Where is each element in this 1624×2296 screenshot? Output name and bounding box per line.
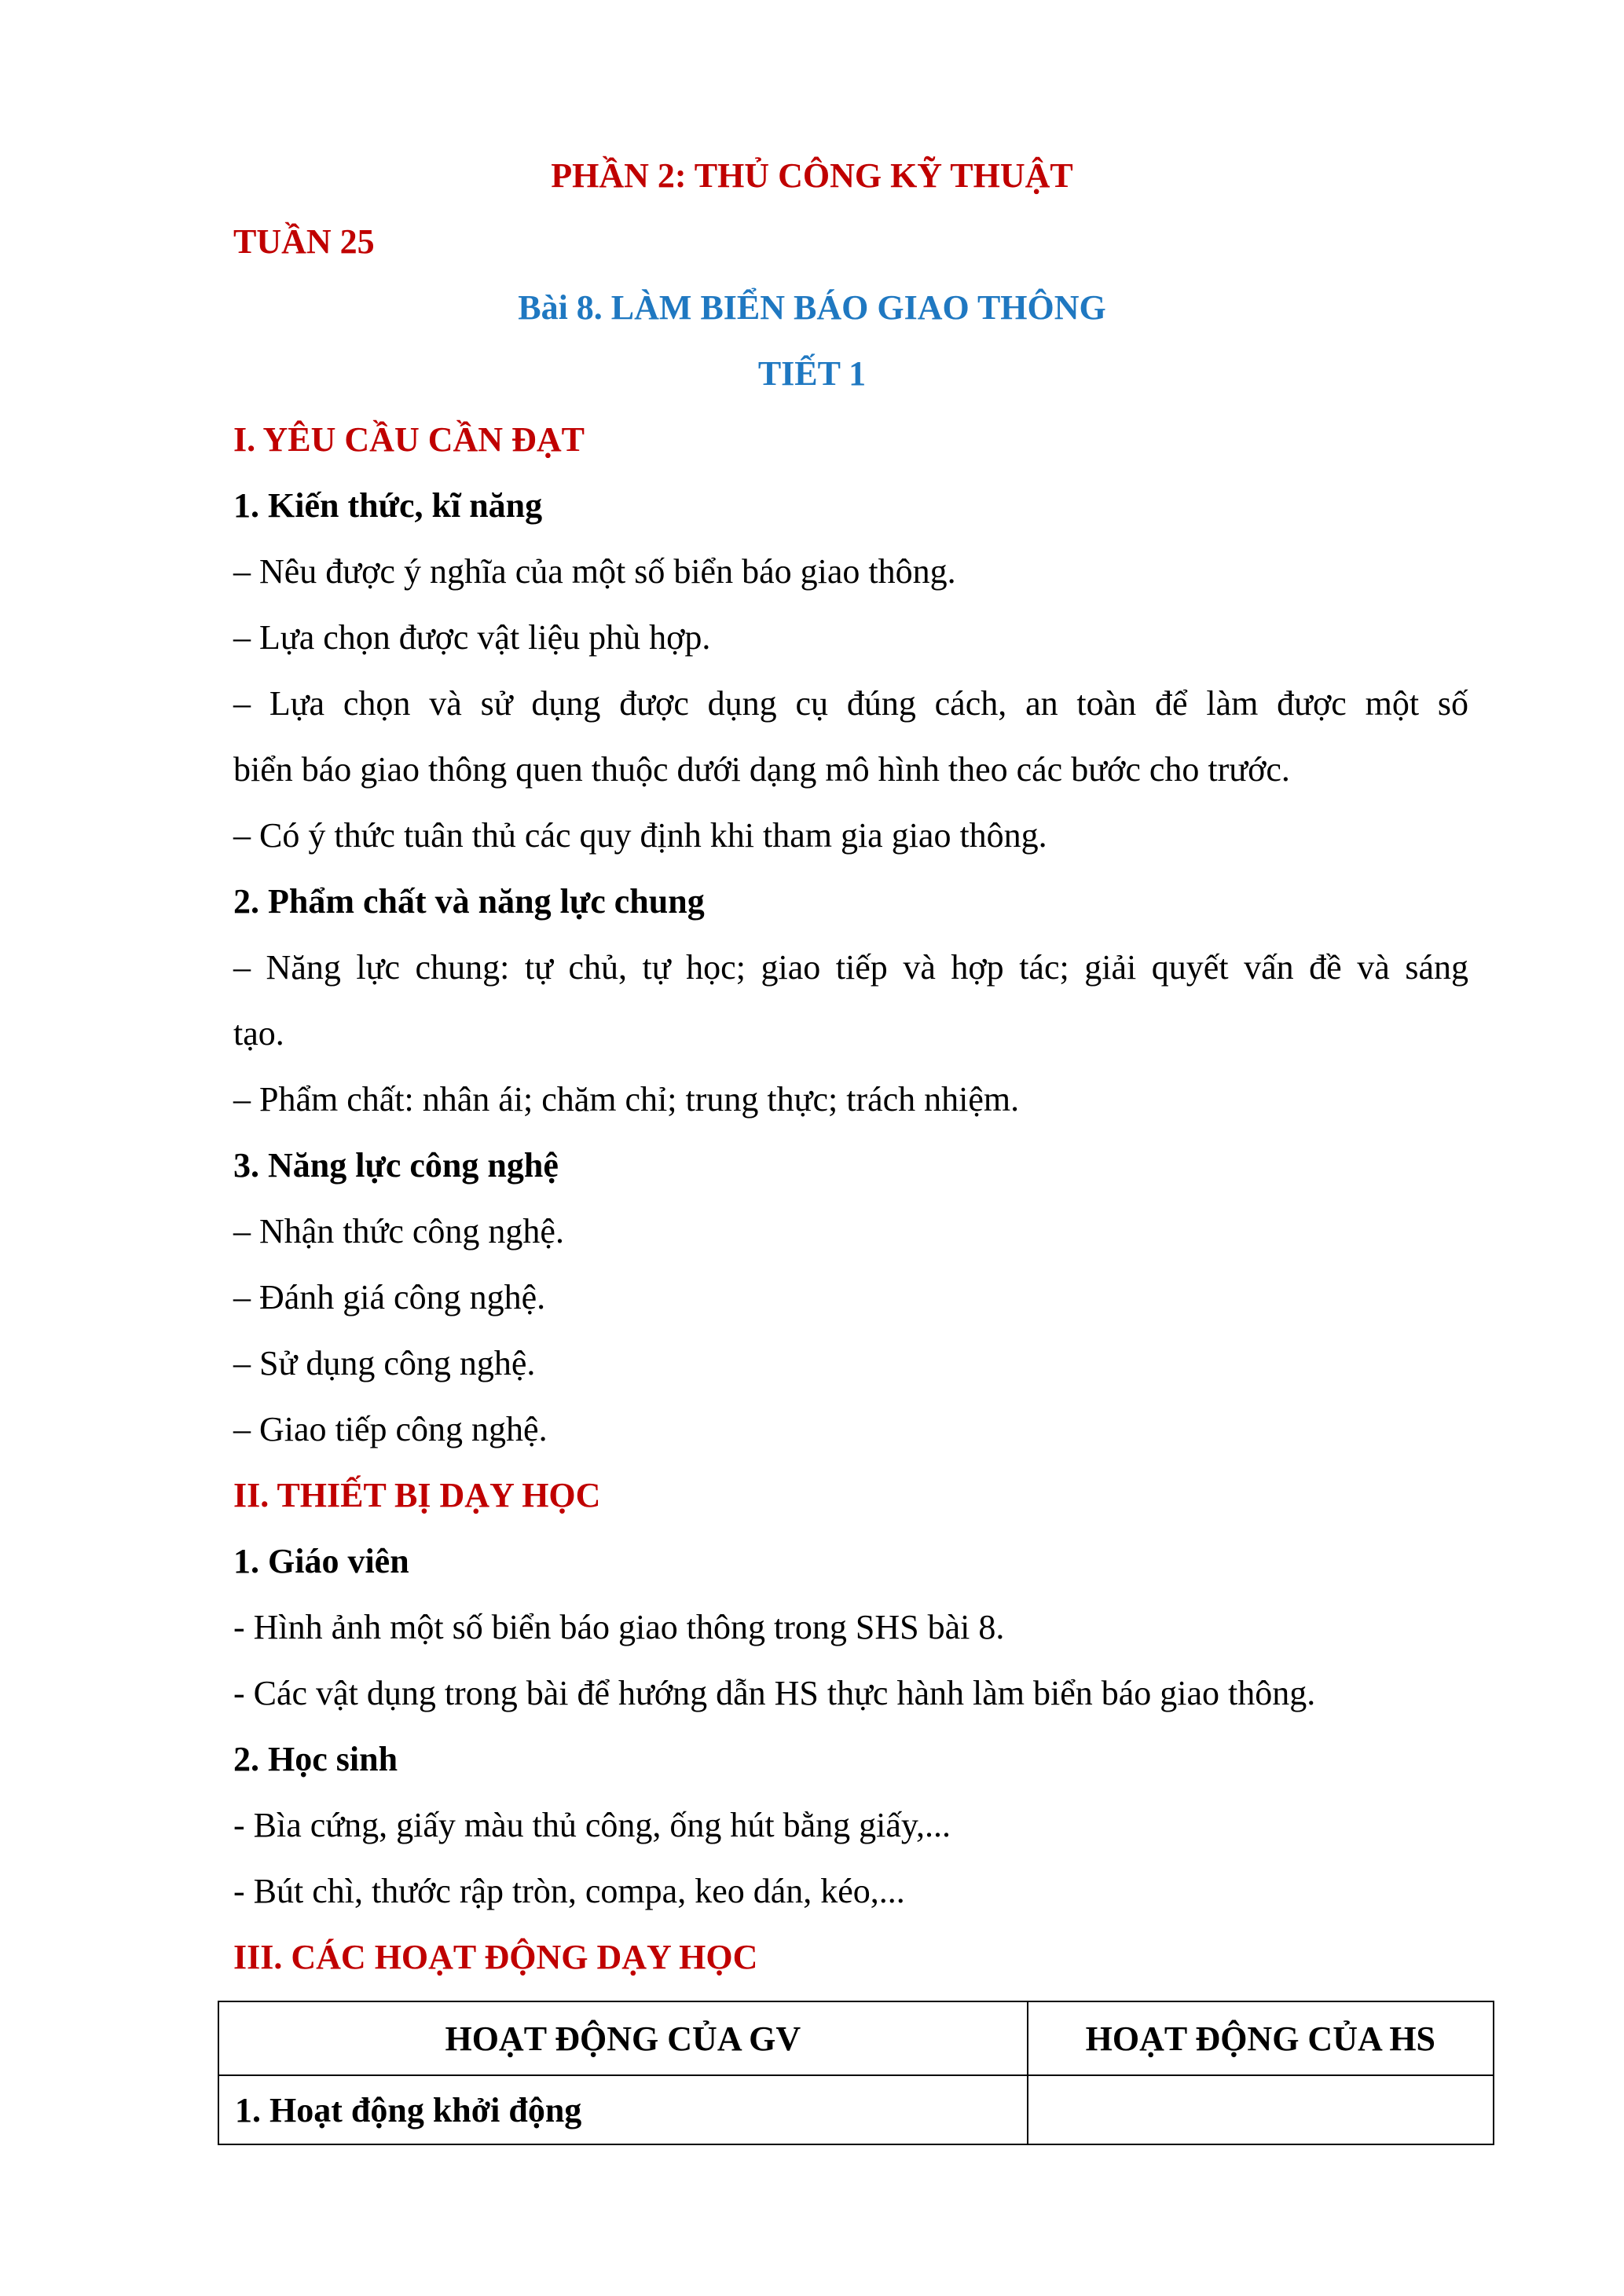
table-header-teacher: HOẠT ĐỘNG CỦA GV [218, 2001, 1028, 2075]
lesson-title: Bài 8. LÀM BIỂN BÁO GIAO THÔNG [518, 288, 1106, 327]
section3-heading: III. CÁC HOẠT ĐỘNG DẠY HỌC [233, 1938, 758, 1976]
period-label: TIẾT 1 [757, 354, 867, 393]
list-item: - Bìa cứng, giấy màu thủ công, ống hút bằng giấy,... [233, 1806, 951, 1844]
list-item: – Nhận thức công nghệ. [233, 1212, 564, 1251]
week-label: TUẦN 25 [233, 222, 375, 261]
table-row [218, 2075, 1494, 2144]
list-item: – Sử dụng công nghệ. [233, 1344, 536, 1382]
list-item: - Bút chì, thước rập tròn, compa, keo dán, kéo,... [233, 1872, 905, 1910]
list-item: – Năng lực chung: tự chủ, tự học; giao tiếp và hợp tác; giải quyết vấn đề và sáng [233, 948, 1468, 987]
section2-student-heading: 2. Học sinh [233, 1740, 398, 1778]
list-item: – Phẩm chất: nhân ái; chăm chỉ; trung thực; trách nhiệm. [233, 1080, 1020, 1119]
part-title: PHẦN 2: THỦ CÔNG KỸ THUẬT [551, 156, 1073, 195]
section1-heading: I. YÊU CẦU CẦN ĐẠT [233, 420, 585, 459]
list-item: - Các vật dụng trong bài để hướng dẫn HS thực hành làm biển báo giao thông. [233, 1674, 1316, 1712]
list-item: – Lựa chọn và sử dụng được dụng cụ đúng cách, an toàn để làm được một số [233, 684, 1468, 723]
section1-sub2-heading: 2. Phẩm chất và năng lực chung [233, 882, 705, 921]
list-item: - Hình ảnh một số biển báo giao thông trong SHS bài 8. [233, 1608, 1005, 1646]
table-cell [1028, 2075, 1494, 2144]
table-header-student: HOẠT ĐỘNG CỦA HS [1028, 2001, 1494, 2075]
section1-sub3-heading: 3. Năng lực công nghệ [233, 1146, 559, 1185]
list-item: biển báo giao thông quen thuộc dưới dạng mô hình theo các bước cho trước. [233, 750, 1290, 789]
list-item: – Lựa chọn được vật liệu phù hợp. [233, 618, 711, 657]
section2-heading: II. THIẾT BỊ DẠY HỌC [233, 1476, 601, 1514]
list-item: – Đánh giá công nghệ. [233, 1278, 546, 1316]
list-item: tạo. [233, 1014, 284, 1053]
list-item: – Giao tiếp công nghệ. [233, 1410, 548, 1448]
table-cell: 1. Hoạt động khởi động [218, 2075, 1028, 2144]
list-item: – Nêu được ý nghĩa của một số biển báo giao thông. [233, 552, 956, 591]
section1-sub1-heading: 1. Kiến thức, kĩ năng [233, 486, 543, 525]
activities-table [218, 2001, 1494, 2145]
section2-teacher-heading: 1. Giáo viên [233, 1542, 409, 1580]
list-item: – Có ý thức tuân thủ các quy định khi tham gia giao thông. [233, 816, 1047, 855]
table-header-row [218, 2001, 1494, 2075]
